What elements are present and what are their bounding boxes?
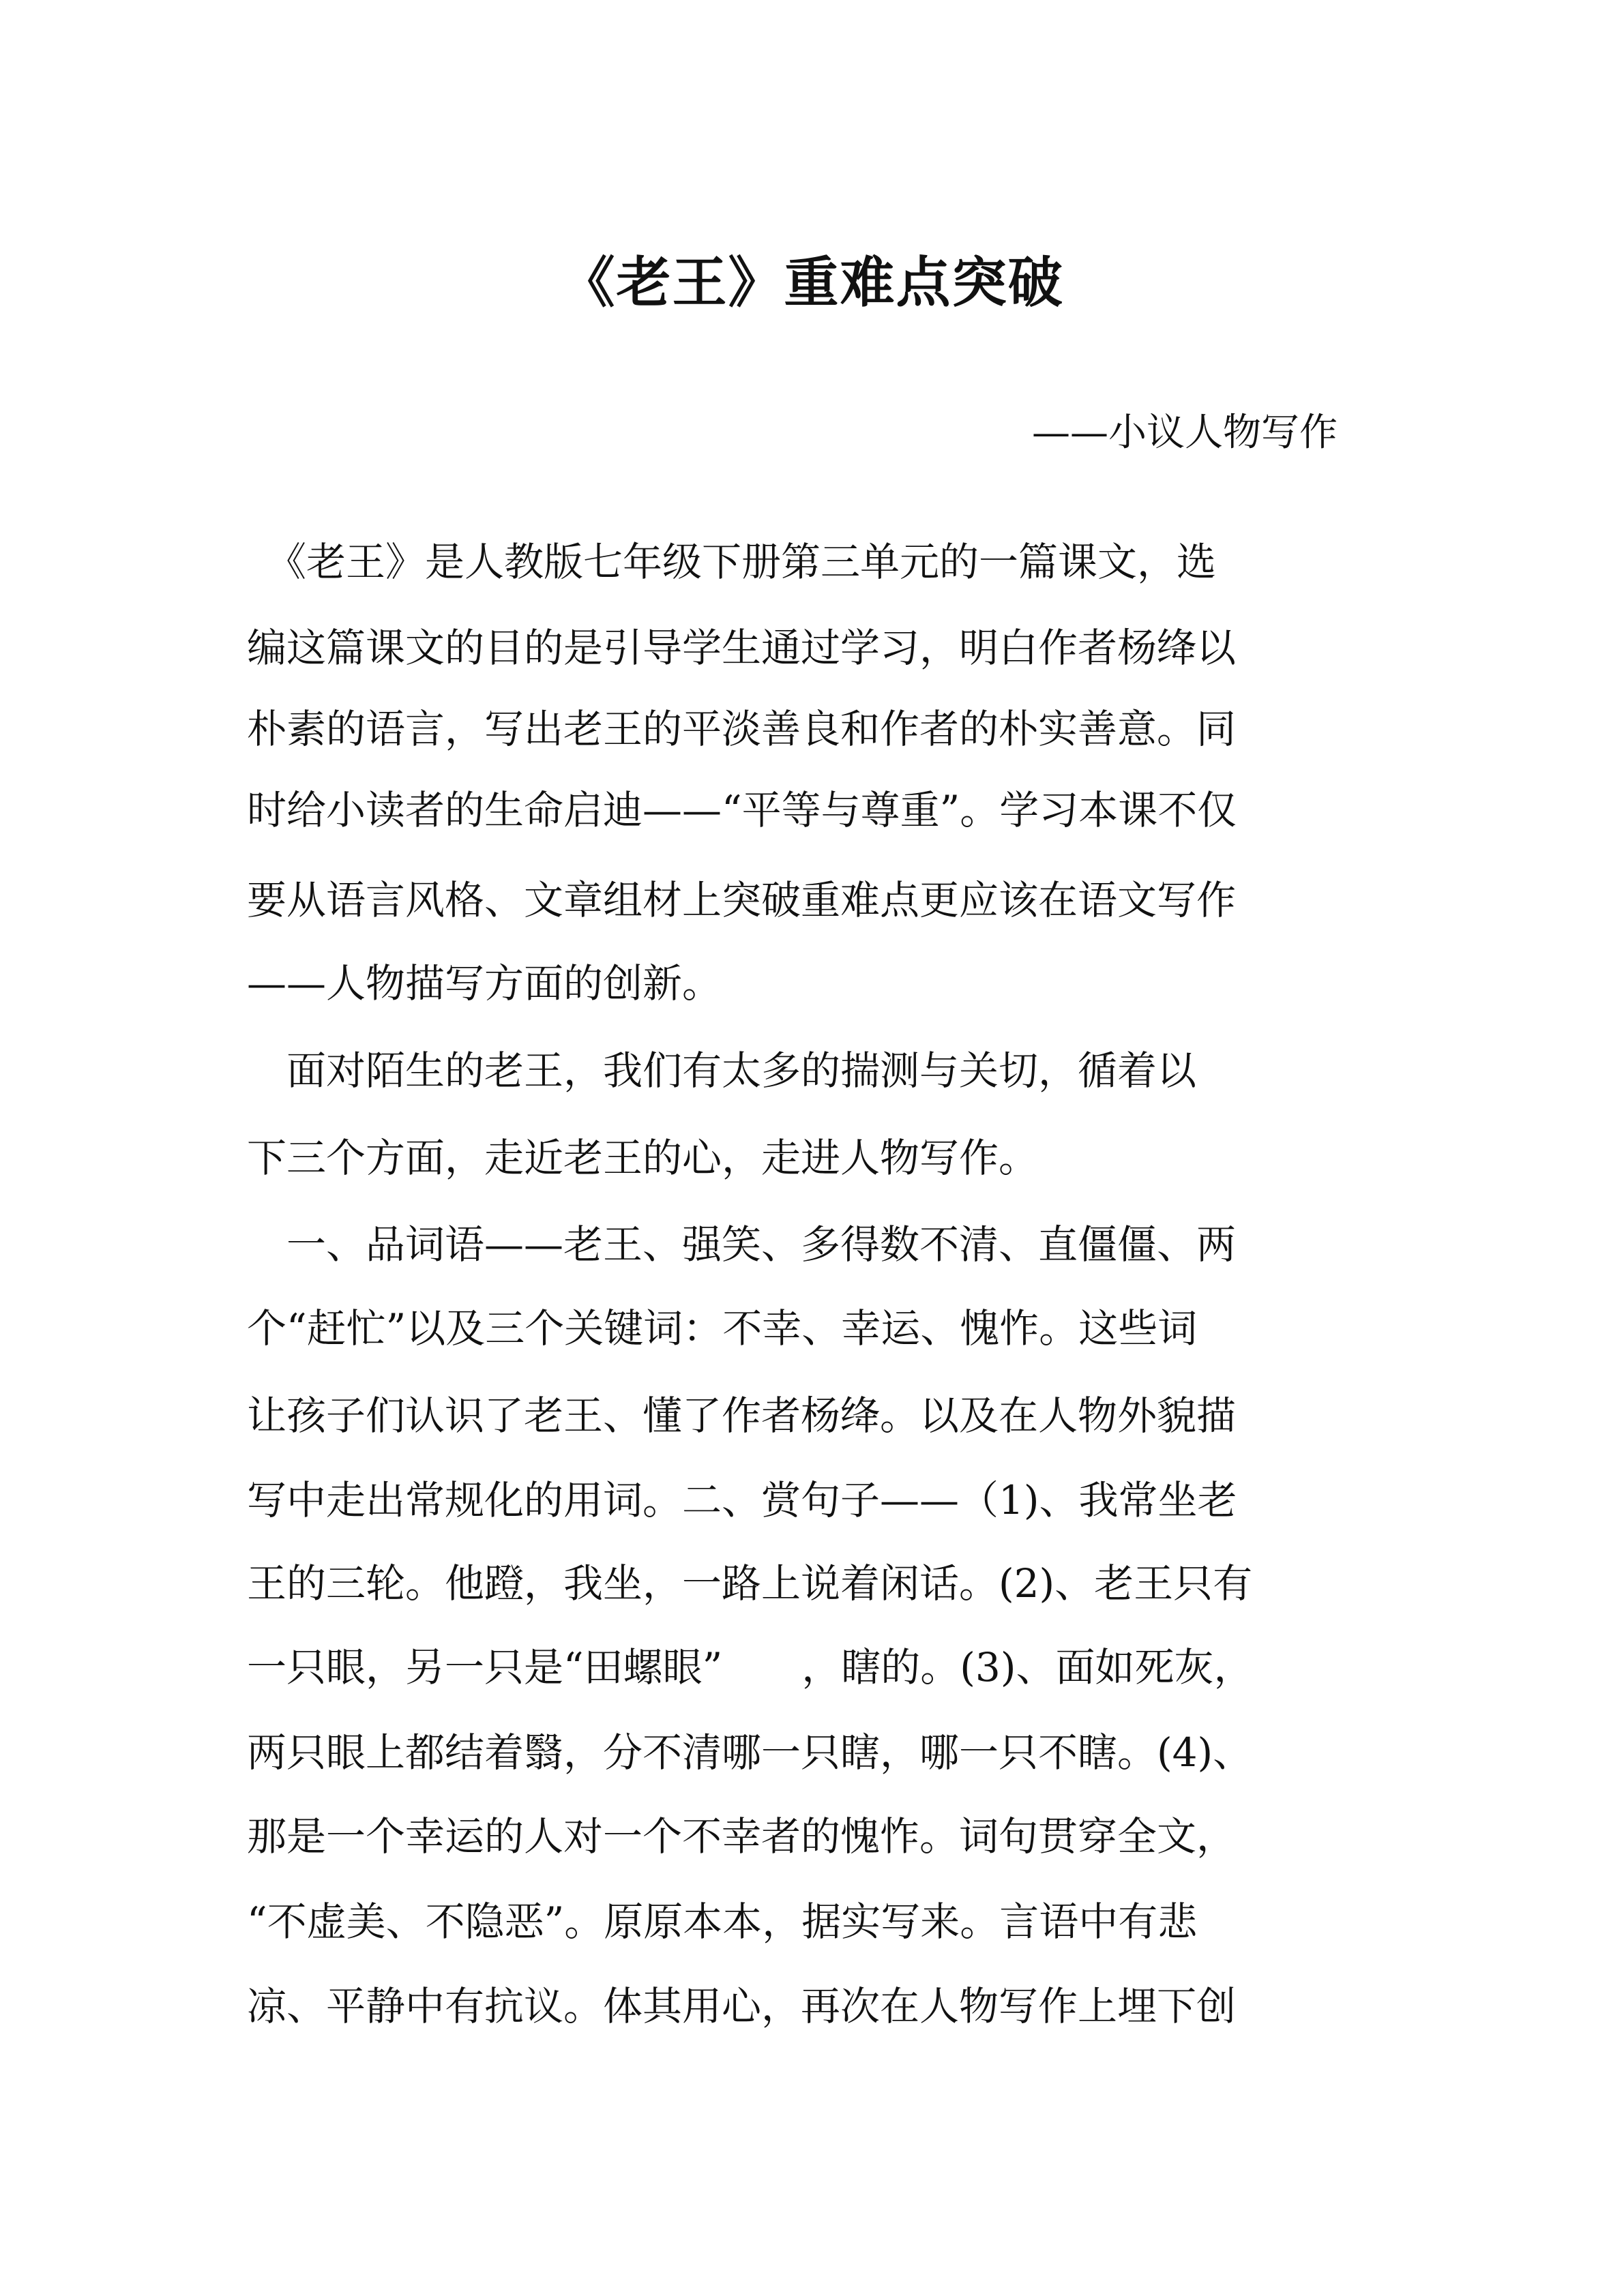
body-line: 要从语言风格、文章组材上突破重难点更应该在语文写作 [247,877,1237,923]
body-line: 编这篇课文的目的是引导学生通过学习，明白作者杨绛以 [247,625,1237,671]
body-line: “不虚美、不隐恶”。原原本本，据实写来。言语中有悲 [247,1898,1198,1945]
page-subtitle: ——小议人物写作 [1032,411,1338,455]
body-line: 一只眼，另一只是“田螺眼” ，瞎的。(3)、面如死灰， [247,1644,1254,1690]
body-line: 《老王》是人教版七年级下册第三单元的一篇课文，选 [247,539,1217,585]
body-line: 那是一个幸运的人对一个不幸者的愧怍。词句贯穿全文， [247,1813,1237,1860]
body-line: 下三个方面，走近老王的心，走进人物写作。 [247,1135,1039,1181]
body-line: 面对陌生的老王，我们有太多的揣测与关切，循着以 [247,1047,1197,1094]
body-line: ——人物描写方面的创新。 [247,960,722,1007]
body-line: 两只眼上都结着翳，分不清哪一只瞎，哪一只不瞎。(4)、 [247,1729,1253,1776]
body-line: 朴素的语言，写出老王的平淡善良和作者的朴实善意。同 [247,706,1237,752]
page-title: 《老王》重难点突破 [560,251,1064,314]
body-line: 写中走出常规化的用词。二、赏句子——（1)、我常坐老 [247,1477,1237,1523]
body-line: 凉、平静中有抗议。体其用心，再次在人物写作上埋下创 [247,1983,1237,2029]
body-line: 让孩子们认识了老王、懂了作者杨绛。以及在人物外貌描 [247,1392,1237,1439]
body-line: 时给小读者的生命启迪——“平等与尊重”。学习本课不仅 [247,787,1237,833]
body-line: 一、品词语——老王、强笑、多得数不清、直僵僵、两 [247,1221,1237,1268]
body-line: 个“赶忙”以及三个关键词：不幸、幸运、愧怍。这些词 [247,1305,1198,1352]
body-line: 王的三轮。他蹬，我坐，一路上说着闲话。(2)、老王只有 [247,1560,1253,1607]
